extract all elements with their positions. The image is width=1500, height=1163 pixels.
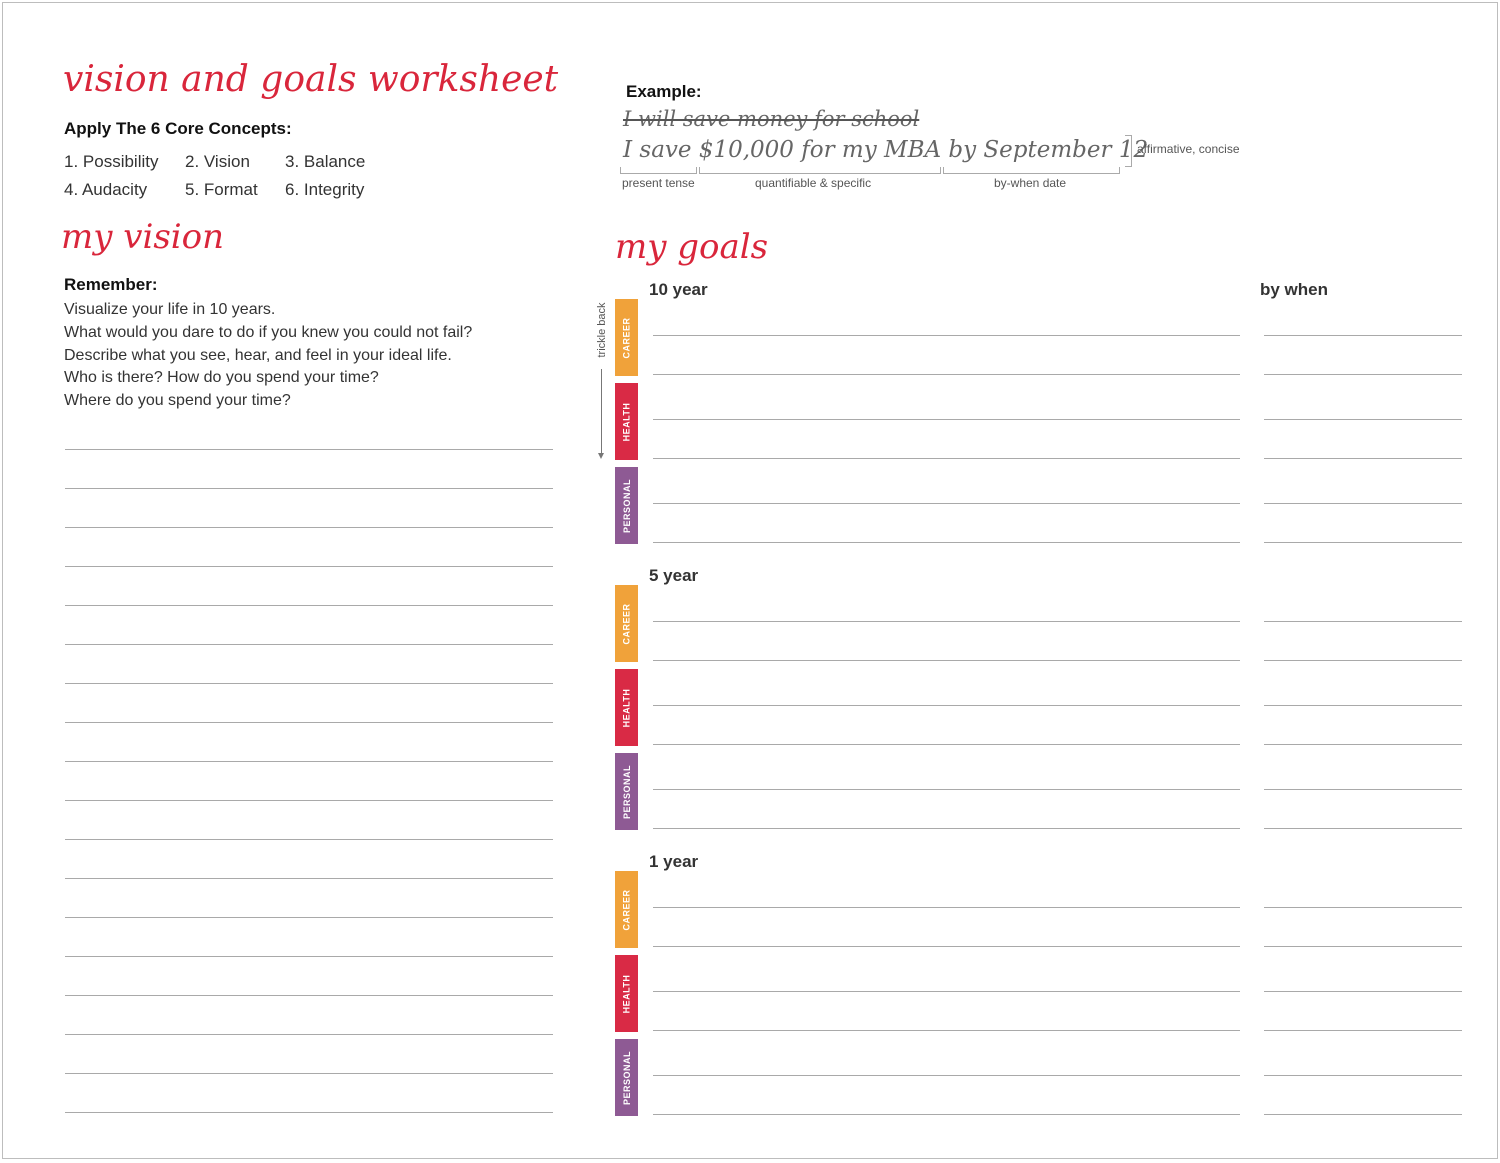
category-tab-label: PERSONAL — [621, 764, 632, 819]
concept-item: 5. Format — [185, 180, 258, 199]
by-when-writing-line[interactable] — [1264, 907, 1462, 908]
trickle-back-label-wrap — [590, 297, 614, 367]
goal-writing-line[interactable] — [653, 503, 1240, 504]
goal-writing-line[interactable] — [653, 1030, 1240, 1031]
concept-item: 3. Balance — [285, 152, 366, 171]
vision-writing-line[interactable] — [65, 1112, 553, 1113]
vision-writing-line[interactable] — [65, 683, 553, 684]
goal-writing-line[interactable] — [653, 419, 1240, 420]
goal-writing-line[interactable] — [653, 705, 1240, 706]
goal-writing-line[interactable] — [653, 789, 1240, 790]
vision-title: my vision — [61, 217, 225, 257]
category-tab-label: CAREER — [621, 316, 632, 359]
by-when-writing-line[interactable] — [1264, 458, 1462, 459]
vision-prompt: Describe what you see, hear, and feel in your ideal life. — [64, 347, 452, 364]
remember-heading: Remember: — [64, 275, 158, 294]
bracket — [620, 167, 697, 174]
by-when-writing-line[interactable] — [1264, 503, 1462, 504]
vision-writing-line[interactable] — [65, 449, 553, 450]
goal-writing-line[interactable] — [653, 828, 1240, 829]
vision-writing-line[interactable] — [65, 917, 553, 918]
by-when-writing-line[interactable] — [1264, 660, 1462, 661]
category-tab-health — [615, 955, 638, 1032]
goal-writing-line[interactable] — [653, 542, 1240, 543]
vision-writing-line[interactable] — [65, 956, 553, 957]
vision-writing-line[interactable] — [65, 839, 553, 840]
vision-writing-line[interactable] — [65, 527, 553, 528]
vision-prompt: Who is there? How do you spend your time? — [64, 369, 379, 386]
goal-writing-line[interactable] — [653, 907, 1240, 908]
goal-writing-line[interactable] — [653, 621, 1240, 622]
vision-writing-line[interactable] — [65, 878, 553, 879]
page-title: vision and goals worksheet — [63, 59, 559, 100]
category-tab-label: HEALTH — [621, 688, 632, 727]
goal-writing-line[interactable] — [653, 374, 1240, 375]
trickle-back-arrow-line — [601, 369, 602, 457]
goal-section-label: 5 year — [649, 566, 699, 585]
goal-writing-line[interactable] — [653, 991, 1240, 992]
goals-title: my goals — [615, 227, 769, 267]
vision-writing-line[interactable] — [65, 995, 553, 996]
example-heading: Example: — [626, 82, 702, 101]
note-by-when-date: by-when date — [994, 176, 1067, 190]
category-tab-health — [615, 383, 638, 460]
vision-writing-line[interactable] — [65, 800, 553, 801]
category-tab-label: PERSONAL — [621, 478, 632, 533]
goal-writing-line[interactable] — [653, 1114, 1240, 1115]
vision-prompt: Where do you spend your time? — [64, 392, 291, 409]
category-tab-label: PERSONAL — [621, 1050, 632, 1105]
by-when-writing-line[interactable] — [1264, 419, 1462, 420]
vision-writing-line[interactable] — [65, 644, 553, 645]
bracket — [699, 167, 941, 174]
down-arrow-icon — [598, 453, 604, 459]
goal-section-label: 10 year — [649, 280, 708, 299]
category-tab-label: CAREER — [621, 602, 632, 645]
category-tab-label: HEALTH — [621, 974, 632, 1013]
category-tab-career — [615, 871, 638, 948]
goal-writing-line[interactable] — [653, 946, 1240, 947]
by-when-writing-line[interactable] — [1264, 1030, 1462, 1031]
by-when-writing-line[interactable] — [1264, 705, 1462, 706]
vision-writing-line[interactable] — [65, 761, 553, 762]
concept-item: 6. Integrity — [285, 180, 365, 199]
goal-section-label: 1 year — [649, 852, 699, 871]
goal-writing-line[interactable] — [653, 744, 1240, 745]
by-when-writing-line[interactable] — [1264, 744, 1462, 745]
by-when-writing-line[interactable] — [1264, 542, 1462, 543]
concepts-heading: Apply The 6 Core Concepts: — [64, 119, 292, 138]
by-when-writing-line[interactable] — [1264, 789, 1462, 790]
note-quantifiable: quantifiable & specific — [755, 176, 872, 190]
by-when-writing-line[interactable] — [1264, 374, 1462, 375]
trickle-back-label: trickle back — [596, 302, 608, 358]
example-struck-text: I will save money for school — [623, 107, 920, 131]
by-when-writing-line[interactable] — [1264, 1114, 1462, 1115]
vision-writing-line[interactable] — [65, 722, 553, 723]
category-tab-personal — [615, 753, 638, 830]
by-when-writing-line[interactable] — [1264, 1075, 1462, 1076]
vision-writing-line[interactable] — [65, 1034, 553, 1035]
vision-writing-line[interactable] — [65, 1073, 553, 1074]
vision-prompt: Visualize your life in 10 years. — [64, 301, 276, 318]
by-when-writing-line[interactable] — [1264, 828, 1462, 829]
concept-item: 1. Possibility — [64, 152, 159, 171]
bracket — [943, 167, 1120, 174]
goal-writing-line[interactable] — [653, 458, 1240, 459]
vision-writing-line[interactable] — [65, 605, 553, 606]
note-affirmative: affirmative, concise — [1137, 142, 1240, 156]
vision-writing-line[interactable] — [65, 488, 553, 489]
example-good-text: I save $10,000 for my MBA by September 12 — [623, 137, 1149, 163]
note-present-tense: present tense — [622, 176, 695, 190]
goal-writing-line[interactable] — [653, 335, 1240, 336]
by-when-writing-line[interactable] — [1264, 621, 1462, 622]
by-when-writing-line[interactable] — [1264, 335, 1462, 336]
by-when-writing-line[interactable] — [1264, 991, 1462, 992]
goal-writing-line[interactable] — [653, 1075, 1240, 1076]
category-tab-label: HEALTH — [621, 402, 632, 441]
vision-prompt: What would you dare to do if you knew you could not fail? — [64, 324, 473, 341]
by-when-writing-line[interactable] — [1264, 946, 1462, 947]
category-tab-personal — [615, 1039, 638, 1116]
category-tab-personal — [615, 467, 638, 544]
vision-writing-line[interactable] — [65, 566, 553, 567]
bracket — [1125, 135, 1132, 167]
goal-writing-line[interactable] — [653, 660, 1240, 661]
category-tab-career — [615, 585, 638, 662]
concept-item: 4. Audacity — [64, 180, 148, 199]
category-tab-health — [615, 669, 638, 746]
category-tab-label: CAREER — [621, 888, 632, 931]
worksheet-page — [2, 2, 1498, 1159]
by-when-label: by when — [1260, 280, 1329, 299]
category-tab-career — [615, 299, 638, 376]
concept-item: 2. Vision — [185, 152, 250, 171]
